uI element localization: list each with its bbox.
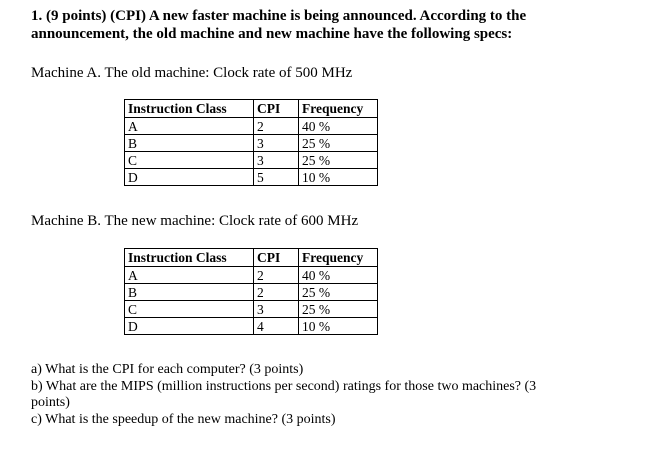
table-row (125, 118, 378, 135)
cpi-cell: 3 (254, 135, 299, 152)
cpi-cell: 2 (254, 284, 299, 301)
table-row (125, 318, 378, 335)
table-row (125, 284, 378, 301)
question-b-line-2: points) (31, 395, 70, 410)
instruction-class-cell: C (125, 301, 254, 318)
table-header-row (125, 249, 378, 267)
header-frequency: Frequency (299, 100, 378, 118)
cpi-cell: 2 (254, 118, 299, 135)
table-header-row (125, 100, 378, 118)
instruction-class-cell: D (125, 169, 254, 186)
header-cpi: CPI (254, 100, 299, 118)
question-b-line-1: b) What are the MIPS (million instructions per second) ratings for those two machines? (3 (31, 378, 537, 394)
machine-b-label: Machine B. The new machine: Clock rate of 600 MHz (31, 213, 359, 229)
instruction-class-cell: B (125, 284, 254, 301)
frequency-cell: 10 % (299, 169, 378, 186)
frequency-cell: 25 % (299, 152, 378, 169)
machine-a-label: Machine A. The old machine: Clock rate of 500 MHz (31, 65, 353, 81)
table-row (125, 169, 378, 186)
header-instruction-class: Instruction Class (125, 100, 254, 118)
instruction-class-cell: B (125, 135, 254, 152)
cpi-cell: 5 (254, 169, 299, 186)
cpi-cell: 3 (254, 301, 299, 318)
table-row (125, 301, 378, 318)
instruction-class-cell: A (125, 118, 254, 135)
heading-line-1: 1. (9 points) (CPI) A new faster machine is being announced. According to the (31, 8, 527, 24)
table-row (125, 135, 378, 152)
frequency-cell: 25 % (299, 284, 378, 301)
frequency-cell: 40 % (299, 118, 378, 135)
table-row (125, 267, 378, 284)
instruction-class-cell: C (125, 152, 254, 169)
cpi-cell: 3 (254, 152, 299, 169)
frequency-cell: 40 % (299, 267, 378, 284)
frequency-cell: 25 % (299, 135, 378, 152)
header-cpi: CPI (254, 249, 299, 267)
frequency-cell: 25 % (299, 301, 378, 318)
heading-line-2: announcement, the old machine and new machine have the following specs: (31, 26, 513, 42)
table-row (125, 152, 378, 169)
problem-heading (31, 7, 631, 43)
cpi-cell: 2 (254, 267, 299, 284)
questions-list (31, 362, 631, 428)
instruction-class-cell: A (125, 267, 254, 284)
question-c: c) What is the speedup of the new machine? (3 points) (31, 411, 336, 427)
frequency-cell: 10 % (299, 318, 378, 335)
header-instruction-class: Instruction Class (125, 249, 254, 267)
machine-a-spec-table (124, 99, 378, 186)
cpi-cell: 4 (254, 318, 299, 335)
question-a: a) What is the CPI for each computer? (3 points) (31, 362, 304, 377)
instruction-class-cell: D (125, 318, 254, 335)
machine-b-spec-table (124, 248, 378, 335)
header-frequency: Frequency (299, 249, 378, 267)
